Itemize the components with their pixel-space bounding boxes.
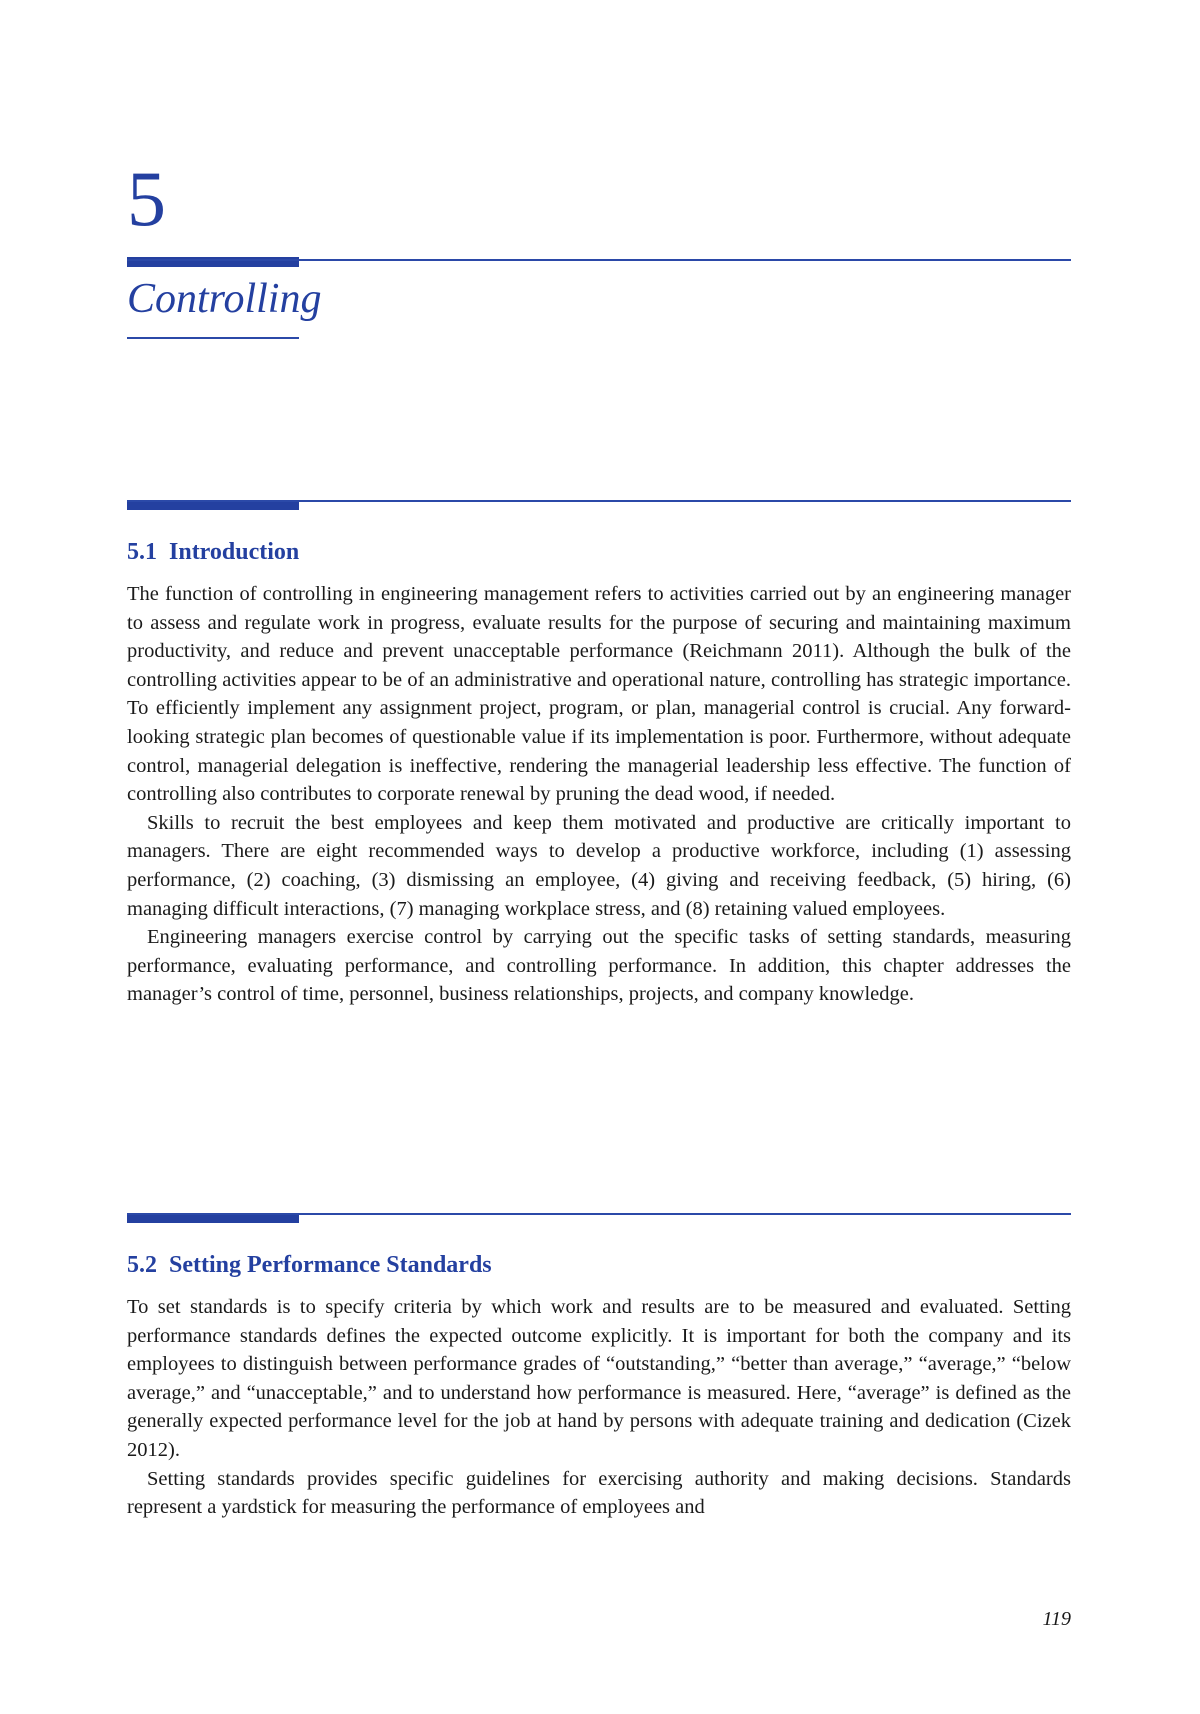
section-title: Setting Performance Standards [169, 1252, 492, 1278]
chapter-title-underline [127, 337, 299, 339]
section-2-rule-thick [127, 1213, 299, 1223]
section-2-body [127, 1293, 1071, 1522]
section-1-rule-thin [127, 500, 1071, 502]
section-heading-introduction [127, 540, 299, 564]
paragraph: Skills to recruit the best employees and keep them motivated and productive are critically important to managers. There are eight recommended ways to develop a productive workforce, including (1) assessing performance, (2) coaching, (3) dismissing an employee, (4) giving and receiving feedback, (5) hiring, (6) managing difficult interactions, (7) managing workplace stress, and (8) retaining valued employees. [127, 811, 1071, 920]
section-number: 5.2 [127, 1252, 157, 1278]
section-number: 5.1 [127, 539, 157, 565]
section-2-rule-thin [127, 1213, 1071, 1215]
section-heading-setting-performance-standards [127, 1253, 492, 1277]
chapter-number: 5 [127, 155, 166, 242]
section-1-rule-thick [127, 500, 299, 510]
chapter-rule-thin [127, 259, 1071, 261]
section-title: Introduction [169, 539, 300, 565]
paragraph: Setting standards provides specific guidelines for exercising authority and making decisions. Standards represent a yardstick for measuring the performance of employees and [127, 1467, 1071, 1519]
section-1-body [127, 580, 1071, 1009]
paragraph: Engineering managers exercise control by carrying out the specific tasks of setting standards, measuring performance, evaluating performance, and controlling performance. In addition, this chapter addresses the manager’s control of time, personnel, business relationships, projects, and company knowledge. [127, 926, 1071, 1006]
chapter-title: Controlling [127, 276, 322, 322]
paragraph: To set standards is to specify criteria by which work and results are to be measured and evaluated. Setting performance standards defines the expected outcome explicitly. It is important for both the company and its employees to distinguish between performance grades of “outstanding,” “better than average,” “average,” “below average,” and “unacceptable,” and to understand how performance is measured. Here, “average” is defined as the generally expected performance level for the job at hand by persons with adequate training and dedication (Cizek 2012). [127, 1296, 1071, 1461]
page-number: 119 [1042, 1608, 1071, 1630]
paragraph: The function of controlling in engineering management refers to activities carried out by an engineering manager to assess and regulate work in progress, evaluate results for the purpose of securing and maintaining maximum productivity, and reduce and prevent unacceptable performance (Reichmann 2011). Although the bulk of the controlling activities appear to be of an administrative and operational nature, controlling has strategic importance. To efficiently implement any assignment project, program, or plan, managerial control is crucial. Any forward-looking strategic plan becomes of questionable value if its implementation is poor. Furthermore, without adequate control, managerial delegation is ineffective, rendering the managerial leadership less effective. The function of controlling also contributes to corporate renewal by pruning the dead wood, if needed. [127, 583, 1071, 806]
